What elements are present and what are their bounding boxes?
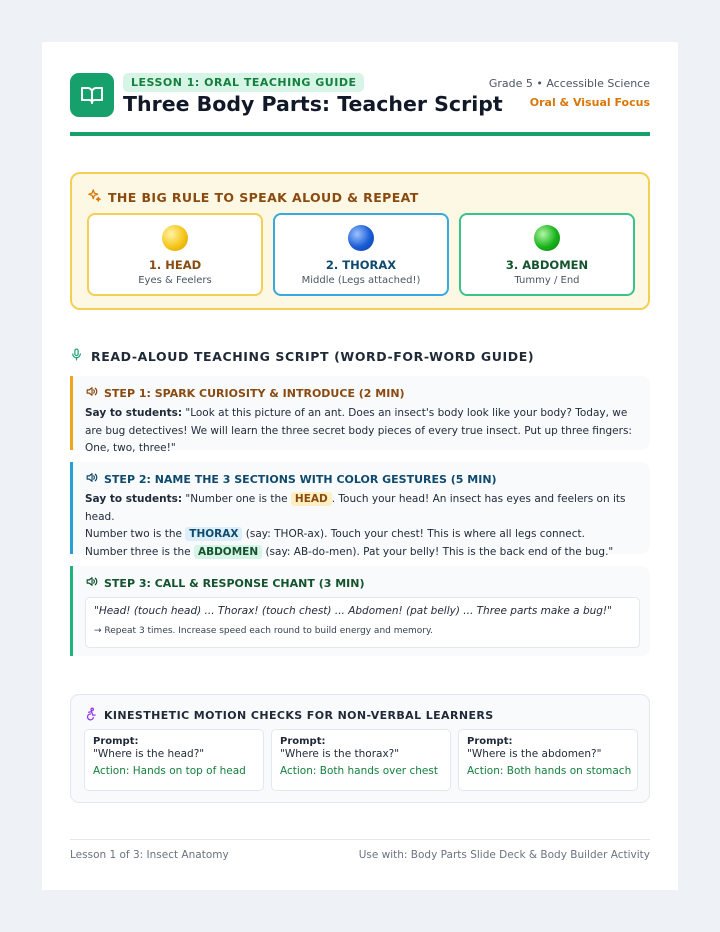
step-2-text: [85, 491, 640, 561]
speaker-icon: [85, 385, 98, 401]
lesson-badge: LESSON 1: ORAL TEACHING GUIDE: [123, 73, 364, 92]
say-label: Say to students:: [85, 407, 183, 419]
big-rule-box: [70, 172, 650, 310]
script-section-title: READ-ALOUD TEACHING SCRIPT (WORD-FOR-WORD GUIDE): [91, 348, 535, 364]
motion-checks-title: KINESTHETIC MOTION CHECKS FOR NON-VERBAL LEARNERS: [104, 709, 494, 722]
big-rule-title: THE BIG RULE TO SPEAK ALOUD & REPEAT: [108, 189, 419, 205]
step-1-script: "Look at this picture of an ant. Does an insect's body look like your body? Today, we are bug detectives! We will learn the three secret body pieces of every true insect. Put up three fingers: One, two, three!": [85, 407, 632, 454]
prompt-question: "Where is the abdomen?": [467, 748, 602, 760]
blue-circle-icon: [348, 225, 374, 251]
motion-check-cards: [84, 729, 638, 791]
chant-box: [85, 597, 640, 648]
step-2-line-3: [85, 544, 640, 562]
page-header: [70, 42, 650, 136]
motion-check-card: [458, 729, 638, 791]
step-1-text: [85, 405, 640, 458]
part-card-head: [87, 213, 263, 296]
step-2-title: STEP 2: NAME THE 3 SECTIONS WITH COLOR GESTURES (5 MIN): [104, 472, 497, 486]
motion-checks-box: [70, 694, 650, 803]
grade-label: Grade 5 • Accessible Science: [488, 77, 650, 90]
part-description: Middle (Legs attached!): [301, 275, 421, 286]
prompt-label: Prompt:: [467, 736, 513, 747]
step-2-heading: [85, 471, 640, 487]
motion-checks-heading: [84, 707, 494, 724]
script-section-heading: [70, 347, 534, 365]
part-card-abdomen: [459, 213, 635, 296]
part-card-thorax: [273, 213, 449, 296]
step-2-line-1: [85, 491, 640, 526]
script-text: Number two is the: [85, 528, 186, 540]
say-label: Say to students:: [85, 493, 183, 505]
step-1-card: [70, 376, 650, 454]
accessibility-icon: [84, 707, 98, 724]
prompt-action: Action: Hands on top of head: [93, 765, 246, 777]
script-text: Number three is the: [85, 545, 194, 558]
footer-materials: Use with: Body Parts Slide Deck & Body Builder Activity: [358, 849, 650, 861]
body-parts-row: [87, 213, 635, 296]
part-description: Tummy / End: [514, 275, 580, 286]
step-3-title: STEP 3: CALL & RESPONSE CHANT (3 MIN): [104, 576, 365, 590]
focus-label: Oral & Visual Focus: [529, 96, 650, 109]
sparkles-icon: [87, 188, 102, 206]
abdomen-highlight: ABDOMEN: [194, 545, 262, 559]
head-highlight: HEAD: [291, 492, 332, 506]
motion-check-card: [271, 729, 451, 791]
part-name: 2. THORAX: [325, 258, 397, 272]
step-2-card: [70, 462, 650, 558]
step-3-heading: [85, 575, 640, 591]
page-footer: [70, 839, 650, 861]
step-2-line-2: [85, 526, 640, 544]
yellow-circle-icon: [162, 225, 188, 251]
open-book-icon: [70, 73, 114, 117]
part-name: 3. ABDOMEN: [505, 258, 589, 272]
microphone-icon: [70, 347, 83, 365]
script-text: . Touch your head! An insect has eyes and feelers on its head.: [85, 493, 626, 523]
speaker-icon: [85, 471, 98, 487]
chant-text: "Head! (touch head) ... Thorax! (touch chest) ... Abdomen! (pat belly) ... Three parts make a bug!": [94, 605, 612, 617]
chant-note: → Repeat 3 times. Increase speed each round to build energy and memory.: [94, 626, 433, 636]
script-text: (say: THOR-ax). Touch your chest! This is where all legs connect.: [242, 528, 585, 540]
green-circle-icon: [534, 225, 560, 251]
script-text: "Number one is the: [182, 493, 291, 505]
big-rule-heading: [87, 188, 419, 206]
part-description: Eyes & Feelers: [138, 275, 212, 286]
prompt-action: Action: Both hands on stomach: [467, 765, 632, 777]
script-page: [42, 42, 678, 890]
prompt-action: Action: Both hands over chest: [280, 765, 438, 777]
prompt-question: "Where is the head?": [93, 748, 205, 760]
speaker-icon: [85, 575, 98, 591]
prompt-label: Prompt:: [93, 736, 139, 747]
part-name: 1. HEAD: [148, 258, 202, 272]
step-3-card: [70, 566, 650, 656]
prompt-label: Prompt:: [280, 736, 326, 747]
step-1-heading: [85, 385, 640, 401]
script-text: (say: AB-do-men). Pat your belly! This is the back end of the bug.": [262, 545, 614, 558]
motion-check-card: [84, 729, 264, 791]
thorax-highlight: THORAX: [185, 527, 242, 541]
footer-lesson: Lesson 1 of 3: Insect Anatomy: [70, 849, 229, 861]
step-1-title: STEP 1: SPARK CURIOSITY & INTRODUCE (2 MIN): [104, 386, 405, 400]
prompt-question: "Where is the thorax?": [280, 748, 400, 760]
page-title: Three Body Parts: Teacher Script: [123, 92, 503, 116]
